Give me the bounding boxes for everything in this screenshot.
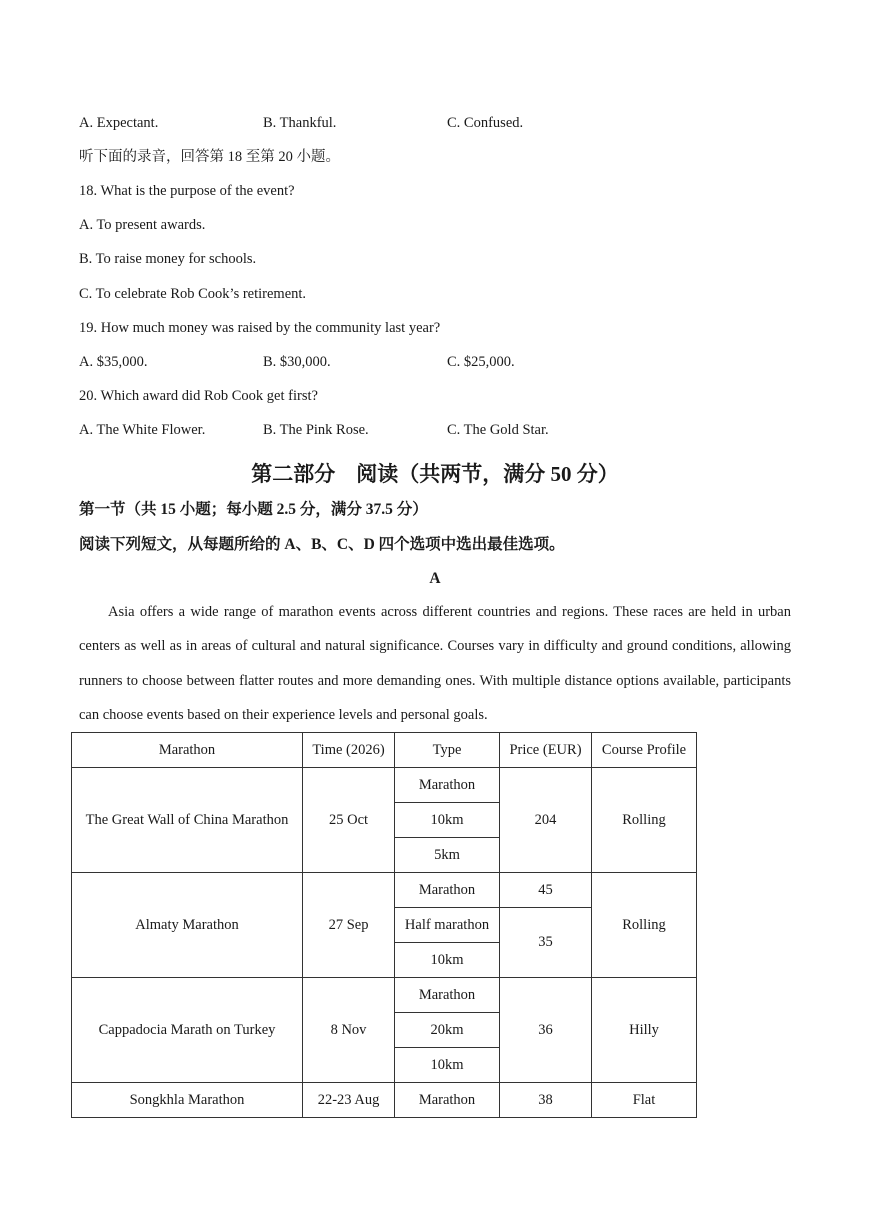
header-time: Time (2026) <box>303 733 395 768</box>
q20-option-b: B. The Pink Rose. <box>263 422 369 438</box>
q17-option-a: A. Expectant. <box>79 115 159 131</box>
marathon-time: 8 Nov <box>303 978 395 1083</box>
marathon-type: 10km <box>395 803 500 838</box>
marathon-price: 45 <box>500 873 592 908</box>
marathon-type: 10km <box>395 1048 500 1083</box>
header-type: Type <box>395 733 500 768</box>
q17-option-b: B. Thankful. <box>263 115 337 131</box>
marathon-profile: Hilly <box>592 978 697 1083</box>
marathon-price: 36 <box>500 978 592 1083</box>
q18-option-b: B. To raise money for schools. <box>79 251 257 267</box>
marathon-price: 204 <box>500 768 592 873</box>
marathon-time: 22-23 Aug <box>303 1083 395 1118</box>
marathon-time: 25 Oct <box>303 768 395 873</box>
q19-question: 19. How much money was raised by the community last year? <box>79 320 441 336</box>
q20-question: 20. Which award did Rob Cook get first? <box>79 388 318 404</box>
marathon-type: Marathon <box>395 978 500 1013</box>
q18-question: 18. What is the purpose of the event? <box>79 183 295 199</box>
table-row <box>72 768 697 803</box>
table-header-row <box>72 733 697 768</box>
table-row <box>72 1083 697 1118</box>
table-row <box>72 873 697 908</box>
marathon-type: 10km <box>395 943 500 978</box>
header-price: Price (EUR) <box>500 733 592 768</box>
q19-option-a: A. $35,000. <box>79 354 148 370</box>
marathon-name: Songkhla Marathon <box>72 1083 303 1118</box>
listening-instruction: 听下面的录音，回答第 18 至第 20 小题。 <box>79 149 340 165</box>
q19-option-b: B. $30,000. <box>263 354 331 370</box>
passage-paragraph <box>79 595 791 732</box>
q18-option-a: A. To present awards. <box>79 217 206 233</box>
marathon-name: Almaty Marathon <box>72 873 303 978</box>
q19-option-c: C. $25,000. <box>447 354 515 370</box>
part2-heading: 第二部分 阅读（共两节，满分 50 分） <box>251 462 619 486</box>
marathon-profile: Flat <box>592 1083 697 1118</box>
marathon-type: Half marathon <box>395 908 500 943</box>
table-row <box>72 978 697 1013</box>
marathon-type: 5km <box>395 838 500 873</box>
passage-label: A <box>429 570 441 587</box>
section1-instruction: 阅读下列短文，从每题所给的 A、B、C、D 四个选项中选出最佳选项。 <box>79 536 565 553</box>
marathon-profile: Rolling <box>592 768 697 873</box>
marathon-type: Marathon <box>395 1083 500 1118</box>
q20-option-a: A. The White Flower. <box>79 422 206 438</box>
marathon-name: Cappadocia Marath on Turkey <box>72 978 303 1083</box>
passage-text: Asia offers a wide range of marathon events across different countries and regions. These races are held in urban centers as well as in areas of cultural and natural significance. Courses vary in difficulty and ground conditions, allowing runners to choose between flatter routes and more demanding ones. With multiple distance options available, participants can choose events based on their experience levels and personal goals. <box>79 604 791 723</box>
marathon-time: 27 Sep <box>303 873 395 978</box>
marathon-price: 35 <box>500 908 592 978</box>
q17-option-c: C. Confused. <box>447 115 524 131</box>
marathon-price: 38 <box>500 1083 592 1118</box>
marathon-table <box>71 732 697 1118</box>
section1-heading: 第一节（共 15 小题；每小题 2.5 分，满分 37.5 分） <box>79 501 428 518</box>
marathon-profile: Rolling <box>592 873 697 978</box>
q18-option-c: C. To celebrate Rob Cook’s retirement. <box>79 286 307 302</box>
header-course-profile: Course Profile <box>592 733 697 768</box>
marathon-type: Marathon <box>395 768 500 803</box>
q20-option-c: C. The Gold Star. <box>447 422 549 438</box>
marathon-name: The Great Wall of China Marathon <box>72 768 303 873</box>
marathon-type: Marathon <box>395 873 500 908</box>
header-marathon: Marathon <box>72 733 303 768</box>
marathon-type: 20km <box>395 1013 500 1048</box>
